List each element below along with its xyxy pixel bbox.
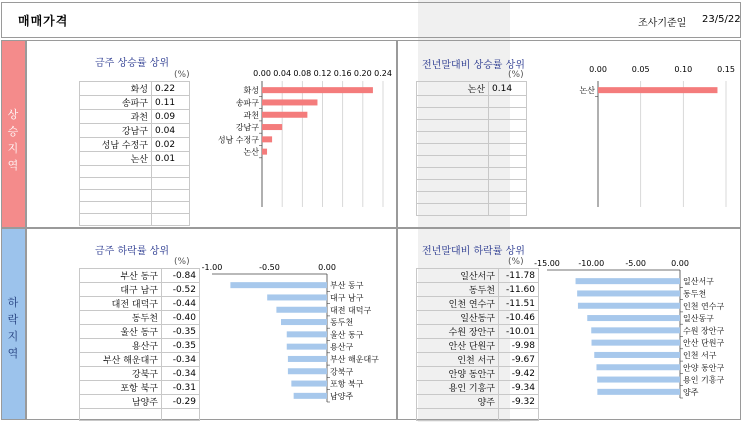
rate-value-cell: -9.98 bbox=[499, 339, 539, 353]
region-name-cell: 동두천 bbox=[417, 283, 499, 297]
side-char: 지 bbox=[7, 330, 20, 343]
region-name-cell: 일산동구 bbox=[417, 311, 499, 325]
yoy-up-unit: (%) bbox=[508, 70, 524, 80]
rate-value-cell: -0.34 bbox=[162, 367, 200, 381]
category-label: 부산 해운대구 bbox=[330, 354, 379, 364]
tick-label: 0.20 bbox=[353, 69, 372, 78]
tick-label: 0.16 bbox=[333, 69, 352, 78]
category-label: 남양주 bbox=[330, 391, 354, 401]
weekly-up-unit: (%) bbox=[174, 70, 190, 80]
bar bbox=[592, 340, 680, 346]
region-name-cell: 인천 서구 bbox=[417, 353, 499, 367]
region-name-cell: 용산구 bbox=[80, 339, 162, 353]
rate-value-cell: 0.14 bbox=[489, 82, 527, 96]
region-name-cell: 강남구 bbox=[80, 124, 152, 138]
category-label: 강북구 bbox=[330, 367, 354, 377]
region-name-cell: 수원 장안구 bbox=[417, 325, 499, 339]
yoy-up-title: 전년말대비 상승률 상위 bbox=[422, 60, 525, 71]
bar bbox=[576, 278, 680, 284]
bar bbox=[587, 315, 680, 321]
region-name-cell: 포항 북구 bbox=[80, 381, 162, 395]
rate-value-cell: -9.42 bbox=[499, 367, 539, 381]
rate-value-cell: 0.22 bbox=[152, 82, 190, 96]
tick-label: -0.50 bbox=[259, 263, 280, 272]
bar bbox=[597, 389, 680, 395]
category-label: 용인 기흥구 bbox=[683, 375, 725, 385]
rate-value-cell: 0.04 bbox=[152, 124, 190, 138]
weekly-up-title: 금주 상승률 상위 bbox=[95, 58, 169, 69]
category-label: 논산 bbox=[243, 147, 259, 157]
tick-label: 0.10 bbox=[674, 65, 693, 74]
category-label: 동두천 bbox=[330, 318, 354, 328]
category-label: 울산 동구 bbox=[330, 330, 364, 340]
rate-value-cell: -0.29 bbox=[162, 395, 200, 409]
side-char: 지 bbox=[7, 142, 20, 155]
region-name-cell: 울산 동구 bbox=[80, 325, 162, 339]
rate-value-cell: 0.01 bbox=[152, 152, 190, 166]
region-name-cell: 논산 bbox=[417, 82, 489, 96]
tick-label: 0.00 bbox=[318, 263, 336, 272]
region-name-cell: 용인 기흥구 bbox=[417, 381, 499, 395]
bar bbox=[594, 352, 680, 358]
bar bbox=[578, 303, 680, 309]
rate-value-cell: -0.31 bbox=[162, 381, 200, 395]
category-label: 대구 남구 bbox=[330, 293, 364, 303]
rate-value-cell: 0.11 bbox=[152, 96, 190, 110]
weekly-down-unit: (%) bbox=[174, 257, 190, 267]
category-label: 인천 연수구 bbox=[683, 301, 725, 311]
region-name-cell: 일산서구 bbox=[417, 269, 499, 283]
bar bbox=[577, 290, 680, 296]
side-char: 하 bbox=[7, 296, 20, 309]
tick-label: 0.04 bbox=[273, 69, 292, 78]
category-label: 강남구 bbox=[235, 123, 259, 133]
region-name-cell: 부산 동구 bbox=[80, 269, 162, 283]
region-name-cell: 성남 수정구 bbox=[80, 138, 152, 152]
bar bbox=[596, 364, 680, 370]
category-label: 논산 bbox=[579, 86, 595, 96]
tick-label: 0.24 bbox=[374, 69, 392, 78]
side-char: 승 bbox=[7, 125, 20, 138]
tick-label: 0.05 bbox=[631, 65, 650, 74]
region-name-cell: 인천 연수구 bbox=[417, 297, 499, 311]
rate-value-cell: -0.35 bbox=[162, 339, 200, 353]
rate-value-cell: 0.09 bbox=[152, 110, 190, 124]
region-name-cell: 부산 해운대구 bbox=[80, 353, 162, 367]
tick-label: 0.00 bbox=[671, 259, 689, 268]
region-name-cell: 강북구 bbox=[80, 367, 162, 381]
rate-value-cell: 0.02 bbox=[152, 138, 190, 152]
category-label: 부산 동구 bbox=[330, 281, 364, 291]
rate-value-cell: -9.67 bbox=[499, 353, 539, 367]
category-label: 송파구 bbox=[235, 98, 259, 108]
rate-value-cell: -0.40 bbox=[162, 311, 200, 325]
rate-value-cell: -0.34 bbox=[162, 353, 200, 367]
region-name-cell: 동두천 bbox=[80, 311, 162, 325]
region-name-cell: 남양주 bbox=[80, 395, 162, 409]
rate-value-cell: -11.51 bbox=[499, 297, 539, 311]
region-name-cell: 안산 단원구 bbox=[417, 339, 499, 353]
yoy-down-unit: (%) bbox=[508, 257, 524, 267]
rate-value-cell: -0.35 bbox=[162, 325, 200, 339]
rate-value-cell: -0.44 bbox=[162, 297, 200, 311]
weekly-down-title: 금주 하락률 상위 bbox=[95, 246, 169, 257]
region-name-cell: 과천 bbox=[80, 110, 152, 124]
rate-value-cell: -0.52 bbox=[162, 283, 200, 297]
rate-value-cell: -9.32 bbox=[499, 395, 539, 409]
category-label: 일산서구 bbox=[683, 277, 714, 287]
category-label: 인천 서구 bbox=[683, 350, 717, 360]
region-name-cell: 양주 bbox=[417, 395, 499, 409]
survey-date-label: 조사기준일 bbox=[638, 18, 687, 29]
region-name-cell: 송파구 bbox=[80, 96, 152, 110]
category-label: 수원 장안구 bbox=[683, 326, 725, 336]
region-name-cell: 대전 대덕구 bbox=[80, 297, 162, 311]
page-title: 매매가격 bbox=[18, 14, 69, 28]
category-label: 화성 bbox=[243, 86, 259, 96]
rate-value-cell: -11.78 bbox=[499, 269, 539, 283]
tick-label: 0.08 bbox=[293, 69, 312, 78]
region-name-cell: 대구 남구 bbox=[80, 283, 162, 297]
rate-value-cell: -0.84 bbox=[162, 269, 200, 283]
region-name-cell: 화성 bbox=[80, 82, 152, 96]
category-label: 용산구 bbox=[330, 342, 354, 352]
survey-date-value: 23/5/22 bbox=[702, 14, 741, 25]
category-label: 동두천 bbox=[683, 289, 707, 299]
region-name-cell: 논산 bbox=[80, 152, 152, 166]
tick-label: -10.00 bbox=[578, 259, 605, 268]
yoy-down-title: 전년말대비 하락률 상위 bbox=[422, 246, 525, 257]
category-label: 일산동구 bbox=[683, 314, 714, 324]
region-name-cell: 안양 동안구 bbox=[417, 367, 499, 381]
side-char: 역 bbox=[7, 347, 20, 360]
bar bbox=[591, 327, 680, 333]
rate-value-cell: -10.01 bbox=[499, 325, 539, 339]
tick-label: 0.12 bbox=[313, 69, 332, 78]
side-char: 역 bbox=[7, 159, 20, 172]
side-char: 락 bbox=[7, 313, 20, 326]
tick-label: -5.00 bbox=[625, 259, 647, 268]
side-char: 상 bbox=[7, 108, 20, 121]
tick-label: 0.00 bbox=[589, 65, 607, 74]
rate-value-cell: -9.34 bbox=[499, 381, 539, 395]
category-label: 안양 동안구 bbox=[683, 363, 725, 373]
category-label: 성남 수정구 bbox=[217, 135, 259, 145]
tick-label: -1.00 bbox=[201, 263, 223, 272]
rate-value-cell: -11.60 bbox=[499, 283, 539, 297]
tick-label: 0.00 bbox=[253, 69, 271, 78]
category-label: 양주 bbox=[683, 387, 699, 397]
category-label: 과천 bbox=[243, 110, 259, 120]
rate-value-cell: -10.46 bbox=[499, 311, 539, 325]
bar bbox=[597, 377, 680, 383]
tick-label: -15.00 bbox=[534, 259, 560, 268]
category-label: 대전 대덕구 bbox=[330, 305, 372, 315]
category-label: 안산 단원구 bbox=[683, 338, 725, 348]
tick-label: 0.15 bbox=[717, 65, 735, 74]
category-label: 포항 북구 bbox=[330, 379, 364, 389]
